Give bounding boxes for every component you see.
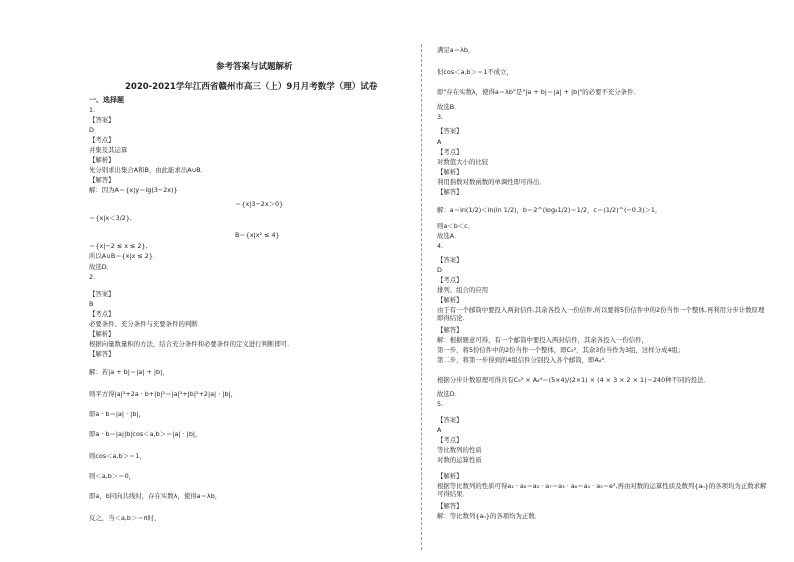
- topic-value: 并集及其运算: [89, 146, 128, 154]
- solution-line: 故选B．: [437, 103, 461, 111]
- solution-line: 反之，当＜a,b＞＝π时，: [89, 514, 161, 522]
- topic-label: 【考点】: [437, 148, 463, 156]
- solution-line: 即a · b＝|a||b|cos＜a,b＞＝|a| · |b|，: [89, 430, 202, 438]
- answer-key-title: 参考答案与试题解析: [216, 62, 293, 72]
- analysis-text: 根据等比数列的性质可得a₁ · a₈＝a₂ · a₇＝a₃ · a₆＝a₄ · a₅＝e²,再由对数的运算性质及数列{aₙ}的各项均为正数求解可得结果．: [437, 482, 767, 498]
- analysis-label: 【解析】: [437, 168, 463, 176]
- analysis-text: 根据向量数量积的方法，结合充分条件和必要条件的定义进行判断即可．: [89, 340, 294, 348]
- solution-line: 即"存在实数λ，使得a＝λb"是"|a + b|＝|a| + |b|"的必要不充分条件．: [437, 88, 640, 96]
- analysis-label: 【解析】: [89, 330, 115, 338]
- column-divider: [421, 44, 422, 550]
- analysis-label: 【解析】: [437, 296, 463, 304]
- answer-value: A: [437, 426, 442, 434]
- analysis-text: 利用指数对数函数的单调性即可得出．: [437, 178, 546, 186]
- solution-line: 即a · b＝|a| · |b|，: [89, 410, 145, 418]
- solution-line: 第一步，将5份信件中的2份当作一个整体，即C₅²，其余3份当作为3组，这样分成4组；: [437, 346, 685, 354]
- solution-line: 解：若|a + b|＝|a| + |b|，: [89, 368, 169, 376]
- answer-label: 【答案】: [437, 127, 463, 135]
- solution-label: 【解答】: [437, 502, 463, 510]
- topic-label: 【考点】: [437, 276, 463, 284]
- solution-line: ＝{x|−2 ≤ x ≤ 2},: [89, 242, 148, 250]
- question-number: 5.: [437, 400, 444, 408]
- question-number: 2.: [89, 273, 96, 281]
- solution-label: 【解答】: [89, 350, 115, 358]
- topic-label: 【考点】: [437, 436, 463, 444]
- solution-line: 则平方得|a|²+2a · b+|b|²＝|a|²+|b|²+2|a| · |b|，: [89, 390, 238, 398]
- topic-value: 排列、组合的应用: [437, 286, 489, 294]
- answer-value: D: [437, 266, 442, 274]
- solution-line: 故选D．: [437, 390, 462, 398]
- topic-label: 【考点】: [89, 136, 115, 144]
- question-number: 1.: [89, 106, 96, 114]
- analysis-text: 先分别求出集合A和B，由此能求出A∪B．: [89, 166, 208, 174]
- topic-value: 等比数列的性质: [437, 446, 482, 454]
- solution-line: 但cos＜a,b＞＝1不成立，: [437, 68, 513, 76]
- answer-label: 【答案】: [89, 290, 115, 298]
- topic-value: 对数的运算性质: [437, 456, 482, 464]
- answer-value: D: [89, 126, 94, 134]
- section-heading: 一、选择题: [89, 96, 124, 104]
- solution-label: 【解答】: [89, 176, 115, 184]
- solution-line: 即a，b同向共线时，存在实数λ，使得a＝λb，: [89, 492, 222, 500]
- solution-line: 则cos＜a,b＞＝1，: [89, 452, 146, 460]
- solution-line: 根据分步计数原理可得共有C₅² × A₄⁴＝(5×4)/(2×1) × (4 × 3 × 2 × 1)＝240种不同的投法．: [437, 376, 710, 384]
- solution-line: 第二步，将第一步得到的4组信件分别投入各个邮筒，即A₄⁴．: [437, 356, 611, 364]
- analysis-label: 【解析】: [89, 156, 115, 164]
- question-number: 4.: [437, 242, 444, 250]
- answer-label: 【答案】: [437, 416, 463, 424]
- solution-label: 【解答】: [437, 326, 463, 334]
- solution-label: 【解答】: [437, 188, 463, 196]
- solution-line: 则a＜b＜c．: [437, 222, 475, 230]
- solution-line: 所以A∪B＝{x|x ≤ 2}．: [89, 252, 160, 260]
- topic-value: 对数值大小的比较: [437, 158, 489, 166]
- solution-line: 解：根据题意可得，有一个邮筒中要投入两封信件，其余各投入一份信件，: [437, 336, 648, 344]
- solution-line: 解：等比数列{aₙ}的各项均为正数．: [437, 512, 542, 520]
- answer-label: 【答案】: [437, 256, 463, 264]
- solution-line: ＝{x|3−2x＞0}: [235, 200, 284, 208]
- answer-label: 【答案】: [89, 116, 115, 124]
- solution-line: 故选A．: [437, 232, 461, 240]
- solution-line: B＝{x|x² ≤ 4}: [235, 231, 280, 239]
- topic-value: 必要条件、充分条件与充要条件的判断: [89, 320, 198, 328]
- solution-line: 故选D．: [89, 263, 114, 271]
- answer-value: A: [437, 138, 442, 146]
- analysis-label: 【解析】: [437, 472, 463, 480]
- solution-line: 解：a＝ln(1/2)＜ln(ln 1/2)，b＝2^(log₂1/2)＝1/2，c＝(1/2)^(−0.3)＞1，: [437, 206, 662, 214]
- question-number: 3.: [437, 113, 444, 121]
- solution-line: ＝{x|x＜3/2},: [89, 214, 132, 222]
- solution-line: 解：因为A＝{x|y＝lg(3−2x)}: [89, 186, 178, 194]
- analysis-text: 由于有一个邮筒中要投入两封信件,其余各投入一份信件,所以要将5份信件中的2份当作一个整体,再利用分步计数原理即得结论.: [437, 306, 765, 322]
- topic-label: 【考点】: [89, 310, 115, 318]
- solution-line: 则＜a,b＞＝0，: [89, 472, 136, 480]
- answer-value: B: [89, 300, 94, 308]
- solution-line: 满足a＝λb，: [437, 46, 475, 54]
- exam-title: 2020-2021学年江西省赣州市高三（上）9月月考数学（理）试卷: [125, 82, 378, 92]
